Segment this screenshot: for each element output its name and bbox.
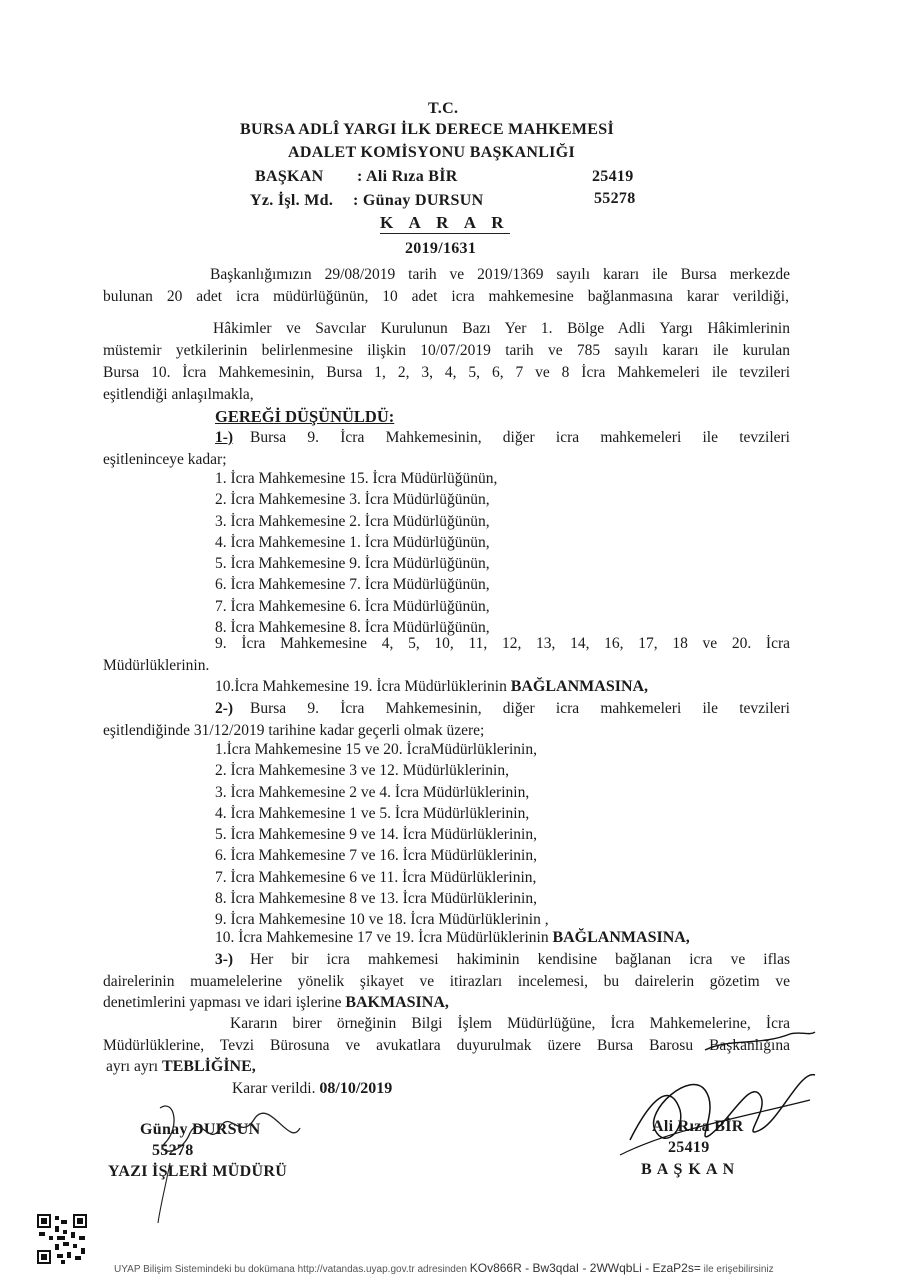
item3-line3 <box>103 994 449 1012</box>
commission-name: ADALET KOMİSYONU BAŞKANLIĞI <box>288 144 575 161</box>
footer-suffix: ile erişebilirsiniz <box>703 1264 774 1275</box>
item1-tenth <box>215 678 648 696</box>
closing-line2: Müdürlüklerine, Tevzi Bürosuna ve avukatlara duyurulmak üzere Bursa Barosu Başkanlığına <box>103 1037 790 1054</box>
intro-p2-line1: Hâkimler ve Savcılar Kurulunun Bazı Yer 1. Bölge Adli Yargı Hâkimlerinin <box>213 320 790 337</box>
item3-line2: dairelerinin muamelelerine yönelik şikayet ve itirazları incelemesi, bu dairelerin gözetim ve <box>103 973 790 990</box>
item2-tenth <box>215 929 690 947</box>
item1-number: 1-) <box>215 429 234 446</box>
clerk-role: Yz. İşl. Md. <box>250 192 334 209</box>
intro-p2-line2: müstemir yetkilerinin belirlenmesine ilişkin 10/07/2019 tarih ve 785 sayılı kararı ile kurulan <box>103 342 790 359</box>
decision-date-text: Karar verildi. <box>232 1080 316 1097</box>
intro-p1-line1: Başkanlığımızın 29/08/2019 tarih ve 2019/1369 sayılı kararı ile Bursa merkezde <box>210 266 790 283</box>
decision-number: 2019/1631 <box>405 240 477 257</box>
closing-line1: Kararın birer örneğinin Bilgi İşlem Müdürlüğüne, İcra Mahkemelerine, İcra <box>230 1015 790 1032</box>
footer-code: KOv866R - Bw3qdaI - 2WWqbLi - EzaP2s= <box>469 1261 701 1275</box>
list-item: 1. İcra Mahkemesine 15. İcra Müdürlüğünün, <box>215 470 498 487</box>
item2-list <box>215 739 549 931</box>
chair-role: BAŞKAN <box>255 168 324 185</box>
closing-line3-text: ayrı ayrı <box>106 1058 159 1075</box>
item3-line1: Her bir icra mahkemesi hakiminin kendisine bağlanan icra ve iflas <box>250 951 790 968</box>
item2-line2: eşitlendiğinde 31/12/2019 tarihine kadar geçerli olmak üzere; <box>103 722 485 739</box>
item1-ninth-line1: 9. İcra Mahkemesine 4, 5, 10, 11, 12, 13, 14, 16, 17, 18 ve 20. İcra <box>215 635 790 652</box>
left-signatory-name: Günay DURSUN <box>140 1121 261 1138</box>
list-item: 8. İcra Mahkemesine 8. İcra Müdürlüğünün, <box>215 619 490 637</box>
closing-line3-bold: TEBLİĞİNE, <box>161 1058 256 1075</box>
list-item: 4. İcra Mahkemesine 1 ve 5. İcra Müdürlüklerinin, <box>215 804 530 822</box>
intro-p2-line4: eşitlendiği anlaşılmakla, <box>103 386 254 403</box>
qr-code-icon <box>37 1214 87 1264</box>
footer-verification <box>114 1261 774 1275</box>
clerk-number: 55278 <box>594 190 636 207</box>
item2-number: 2-) <box>215 700 234 717</box>
item3-number: 3-) <box>215 951 234 968</box>
chair-name: : Ali Rıza BİR <box>357 168 458 185</box>
list-item: 3. İcra Mahkemesine 2 ve 4. İcra Müdürlüklerinin, <box>215 783 530 801</box>
footer-text: UYAP Bilişim Sistemindeki bu dokümana http://vatandas.uyap.gov.tr adresinden <box>114 1264 467 1275</box>
item2-tenth-text: 10. İcra Mahkemesine 17 ve 19. İcra Müdürlüklerinin <box>215 929 549 946</box>
intro-p1-line2: bulunan 20 adet icra müdürlüğünün, 10 adet icra mahkemesine bağlanmasına karar verildiği, <box>103 288 789 305</box>
closing-scribble <box>700 1028 820 1058</box>
right-signature-scribble <box>610 1060 820 1180</box>
list-item: 9. İcra Mahkemesine 10 ve 18. İcra Müdürlüklerinin , <box>215 911 549 929</box>
list-item: 2. İcra Mahkemesine 3 ve 12. Müdürlüklerinin, <box>215 762 509 780</box>
item3-line3-bold: BAKMASINA, <box>345 994 449 1011</box>
decision-title: K A R A R <box>380 213 510 232</box>
list-item: 4. İcra Mahkemesine 1. İcra Müdürlüğünün, <box>215 533 490 551</box>
list-item: 6. İcra Mahkemesine 7 ve 16. İcra Müdürlüklerinin, <box>215 847 537 865</box>
item1-line2: eşitleninceye kadar; <box>103 451 227 468</box>
right-signatory-title: B A Ş K A N <box>641 1161 736 1178</box>
item1-ninth-line2: Müdürlüklerinin. <box>103 657 210 674</box>
list-item: 7. İcra Mahkemesine 6 ve 11. İcra Müdürlüklerinin, <box>215 868 537 886</box>
item1-list <box>215 468 497 638</box>
item1-tenth-text: 10.İcra Mahkemesine 19. İcra Müdürlüklerinin <box>215 678 507 695</box>
list-item: 5. İcra Mahkemesine 9. İcra Müdürlüğünün, <box>215 555 490 573</box>
item1-line1: Bursa 9. İcra Mahkemesinin, diğer icra mahkemeleri ile tevzileri <box>250 429 790 446</box>
list-item: 8. İcra Mahkemesine 8 ve 13. İcra Müdürlüklerinin, <box>215 890 537 908</box>
item2-line1: Bursa 9. İcra Mahkemesinin, diğer icra mahkemeleri ile tevzileri <box>250 700 790 717</box>
item1-tenth-bold: BAĞLANMASINA, <box>510 678 649 695</box>
clerk-name: : Günay DURSUN <box>353 192 484 209</box>
list-item: 2. İcra Mahkemesine 3. İcra Müdürlüğünün, <box>215 491 490 509</box>
right-signatory-name: Ali Rıza BİR <box>652 1118 744 1135</box>
resolution-heading: GEREĞİ DÜŞÜNÜLDÜ: <box>215 407 395 426</box>
header-tc: T.C. <box>428 100 459 117</box>
court-name: BURSA ADLÎ YARGI İLK DERECE MAHKEMESİ <box>240 121 614 138</box>
item2-tenth-bold: BAĞLANMASINA, <box>552 929 690 946</box>
right-signatory-number: 25419 <box>668 1139 710 1156</box>
list-item: 7. İcra Mahkemesine 6. İcra Müdürlüğünün, <box>215 597 490 615</box>
intro-p2-line3: Bursa 10. İcra Mahkemesinin, Bursa 1, 2, 3, 4, 5, 6, 7 ve 8 İcra Mahkemeleri ile tevzileri <box>103 364 790 381</box>
chair-number: 25419 <box>592 168 634 185</box>
list-item: 3. İcra Mahkemesine 2. İcra Müdürlüğünün, <box>215 512 490 530</box>
closing-line3 <box>106 1058 256 1076</box>
left-signatory-title: YAZI İŞLERİ MÜDÜRÜ <box>108 1163 288 1180</box>
list-item: 1.İcra Mahkemesine 15 ve 20. İcraMüdürlüklerinin, <box>215 741 537 758</box>
left-signature-scribble <box>120 1088 320 1228</box>
list-item: 6. İcra Mahkemesine 7. İcra Müdürlüğünün, <box>215 576 490 594</box>
list-item: 5. İcra Mahkemesine 9 ve 14. İcra Müdürlüklerinin, <box>215 826 537 844</box>
decision-date-value: 08/10/2019 <box>319 1080 393 1097</box>
left-signatory-number: 55278 <box>152 1142 194 1159</box>
item3-line3-text: denetimlerini yapması ve idari işlerine <box>103 994 342 1011</box>
